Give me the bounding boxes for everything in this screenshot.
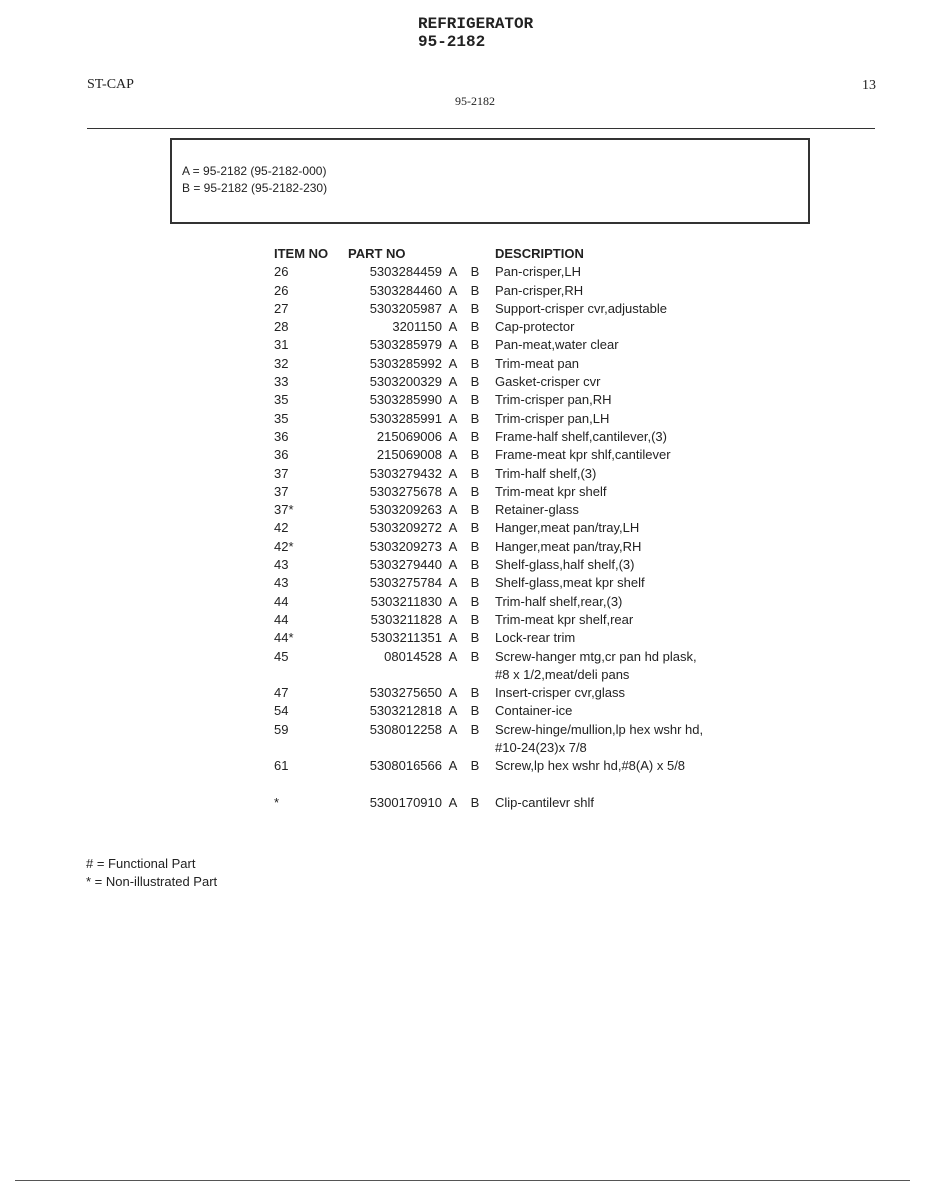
table-row [274,483,703,501]
description: Screw,lp hex wshr hd,#8(A) x 5/8 [495,758,686,774]
description: Retainer-glass [495,502,579,518]
description: Clip-cantilevr shlf [495,794,594,810]
variant-b-flag: B [470,374,480,390]
table-row [274,501,703,519]
variant-a-flag: A [448,593,458,609]
variant-a-flag: A [448,502,458,518]
table-row [274,391,703,409]
part-no: 5303284460 [369,282,442,298]
variant-b-flag: B [470,392,480,408]
variant-b-flag: B [470,428,480,444]
part-no: 215069008 [376,447,442,463]
item-no: 35 [274,410,289,426]
variant-b-flag: B [470,630,480,646]
part-no: 5303284459 [369,264,442,280]
variant-a-flag: A [448,282,458,298]
variant-a-flag: A [448,721,458,737]
variant-b-flag: B [470,758,480,774]
variant-b-flag: B [470,593,480,609]
description: Pan-meat,water clear [495,337,619,353]
description: Pan-crisper,RH [495,282,584,298]
description: Trim-half shelf,rear,(3) [495,593,623,609]
description: Shelf-glass,half shelf,(3) [495,557,635,573]
item-no: 37 [274,483,289,499]
description: Trim-half shelf,(3) [495,465,597,481]
description: Screw-hinge/mullion,lp hex wshr hd, #10-24(23)x 7/8 [486,721,703,758]
variant-b-flag: B [470,520,480,536]
item-no: 32 [274,355,289,371]
parts-table [274,245,703,812]
table-row [274,611,703,629]
table-row [274,446,703,464]
page-number: 13 [862,78,876,93]
variant-b-flag: B [470,355,480,371]
part-no: 5303285990 [369,392,442,408]
item-no: 37 [274,465,289,481]
description: Insert-crisper cvr,glass [495,685,626,701]
header-rule [87,128,875,129]
table-row [274,629,703,647]
item-no: * [274,794,280,810]
variant-a-flag: A [448,300,458,316]
item-no: 44* [274,630,294,646]
part-no: 5303279440 [369,557,442,573]
header-item-no: ITEM NO [274,246,329,261]
table-row [274,757,703,775]
item-no: 61 [274,758,289,774]
part-no: 5303211830 [370,593,442,609]
document-title: REFRIGERATOR [418,15,534,33]
item-no: 42* [274,538,294,554]
part-no: 5303285979 [369,337,442,353]
description-continued: #10-24(23)x 7/8 [495,740,587,756]
part-no: 5303285991 [369,410,442,426]
part-no: 5303285992 [369,355,442,371]
part-no: 5303212818 [369,703,442,719]
item-no: 33 [274,374,289,390]
description: Trim-crisper pan,RH [495,392,612,408]
variant-a-flag: A [448,630,458,646]
table-row [274,263,703,281]
variant-b: B = 95-2182 (95-2182-230) [182,181,328,195]
description: Frame-half shelf,cantilever,(3) [495,428,667,444]
part-no: 5303211351 [370,630,442,646]
header-part-no: PART NO [348,246,406,261]
document-model: 95-2182 [418,33,486,51]
item-no: 26 [274,264,289,280]
table-row [274,593,703,611]
part-no: 5303275678 [369,483,442,499]
variant-a-flag: A [448,575,458,591]
table-row [274,519,703,537]
variant-a-flag: A [448,538,458,554]
variant-box [170,138,810,224]
table-row [274,648,703,685]
variant-b-flag: B [470,319,480,335]
item-no: 28 [274,319,289,335]
item-no: 37* [274,502,294,518]
part-no: 215069006 [376,428,442,444]
table-row [274,282,703,300]
variant-a-flag: A [448,447,458,463]
variant-b-flag: B [470,557,480,573]
table-row [274,318,703,336]
part-no: 5303279432 [369,465,442,481]
legend-functional: # = Functional Part [86,856,196,871]
description: Trim-meat kpr shelf [495,483,607,499]
variant-a-flag: A [448,465,458,481]
variant-b-flag: B [470,703,480,719]
part-no: 5303211828 [370,611,442,627]
variant-b-flag: B [470,264,480,280]
variant-b-flag: B [470,300,480,316]
variant-a-flag: A [448,557,458,573]
table-row [274,373,703,391]
variant-a-flag: A [448,337,458,353]
variant-a-flag: A [448,483,458,499]
description: Shelf-glass,meat kpr shelf [495,575,645,591]
description: Support-crisper cvr,adjustable [495,300,667,316]
variant-a-flag: A [448,794,458,810]
variant-b-flag: B [470,410,480,426]
footer-rule [15,1180,910,1181]
item-no: 45 [274,648,289,664]
table-row [274,702,703,720]
table-row [274,336,703,354]
variant-a-flag: A [448,758,458,774]
variant-a-flag: A [448,685,458,701]
item-no: 27 [274,300,289,316]
description: Lock-rear trim [495,630,576,646]
part-no: 5303275784 [369,575,442,591]
section-code: ST-CAP [87,77,134,92]
variant-b-flag: B [470,483,480,499]
part-no: 5308016566 [369,758,442,774]
table-row [274,574,703,592]
variant-b-flag: B [470,538,480,554]
part-no: 5303200329 [369,374,442,390]
part-no: 5303209272 [369,520,442,536]
center-model: 95-2182 [455,94,495,108]
variant-b-flag: B [470,502,480,518]
item-no: 42 [274,520,289,536]
table-row [274,556,703,574]
item-no: 35 [274,392,289,408]
description: Container-ice [495,703,573,719]
part-no: 5300170910 [369,794,442,810]
variant-a: A = 95-2182 (95-2182-000) [182,164,327,178]
variant-a-flag: A [448,611,458,627]
description: Trim-crisper pan,LH [495,410,610,426]
variant-a-flag: A [448,648,458,664]
variant-b-flag: B [470,337,480,353]
description-continued: #8 x 1/2,meat/deli pans [495,666,630,682]
item-no: 44 [274,593,289,609]
table-row [274,428,703,446]
variant-b-flag: B [470,794,480,810]
description: Frame-meat kpr shlf,cantilever [495,447,671,463]
variant-a-flag: A [448,703,458,719]
table-row [274,355,703,373]
variant-b-flag: B [470,465,480,481]
description: Screw-hanger mtg,cr pan hd plask, #8 x 1/2,meat/deli pans [486,648,703,685]
table-row [274,410,703,428]
item-no: 43 [274,575,289,591]
variant-b-flag: B [470,447,480,463]
table-row [274,684,703,702]
table-row [274,794,703,812]
item-no: 47 [274,685,289,701]
item-no: 59 [274,721,289,737]
description: Hanger,meat pan/tray,RH [495,538,642,554]
part-no: 08014528 [384,648,442,664]
table-row [274,721,703,758]
variant-a-flag: A [448,374,458,390]
variant-b-flag: B [470,611,480,627]
table-row [274,465,703,483]
table-row [274,300,703,318]
item-no: 31 [274,337,289,353]
variant-a-flag: A [448,355,458,371]
variant-b-flag: B [470,282,480,298]
variant-a-flag: A [448,319,458,335]
variant-a-flag: A [448,264,458,280]
description: Trim-meat pan [495,355,580,371]
part-no: 5303209263 [369,502,442,518]
part-no: 5303275650 [369,685,442,701]
part-no: 3201150 [392,319,442,335]
variant-a-flag: A [448,520,458,536]
description: Gasket-crisper cvr [495,374,601,390]
description: Trim-meat kpr shelf,rear [495,611,634,627]
description: Pan-crisper,LH [495,264,581,280]
variant-b-flag: B [470,575,480,591]
variant-a-flag: A [448,428,458,444]
variant-b-flag: B [470,648,480,664]
variant-a-flag: A [448,392,458,408]
description: Cap-protector [495,319,575,335]
item-no: 43 [274,557,289,573]
part-no: 5303209273 [369,538,442,554]
item-no: 54 [274,703,289,719]
description: Hanger,meat pan/tray,LH [495,520,640,536]
item-no: 36 [274,447,289,463]
item-no: 44 [274,611,289,627]
table-row [274,538,703,556]
item-no: 26 [274,282,289,298]
part-no: 5303205987 [369,300,442,316]
header-description: DESCRIPTION [495,246,584,261]
legend-non-illustrated: * = Non-illustrated Part [86,874,218,889]
item-no: 36 [274,428,289,444]
variant-b-flag: B [470,685,480,701]
part-no: 5308012258 [369,721,442,737]
variant-a-flag: A [448,410,458,426]
variant-b-flag: B [470,721,480,737]
